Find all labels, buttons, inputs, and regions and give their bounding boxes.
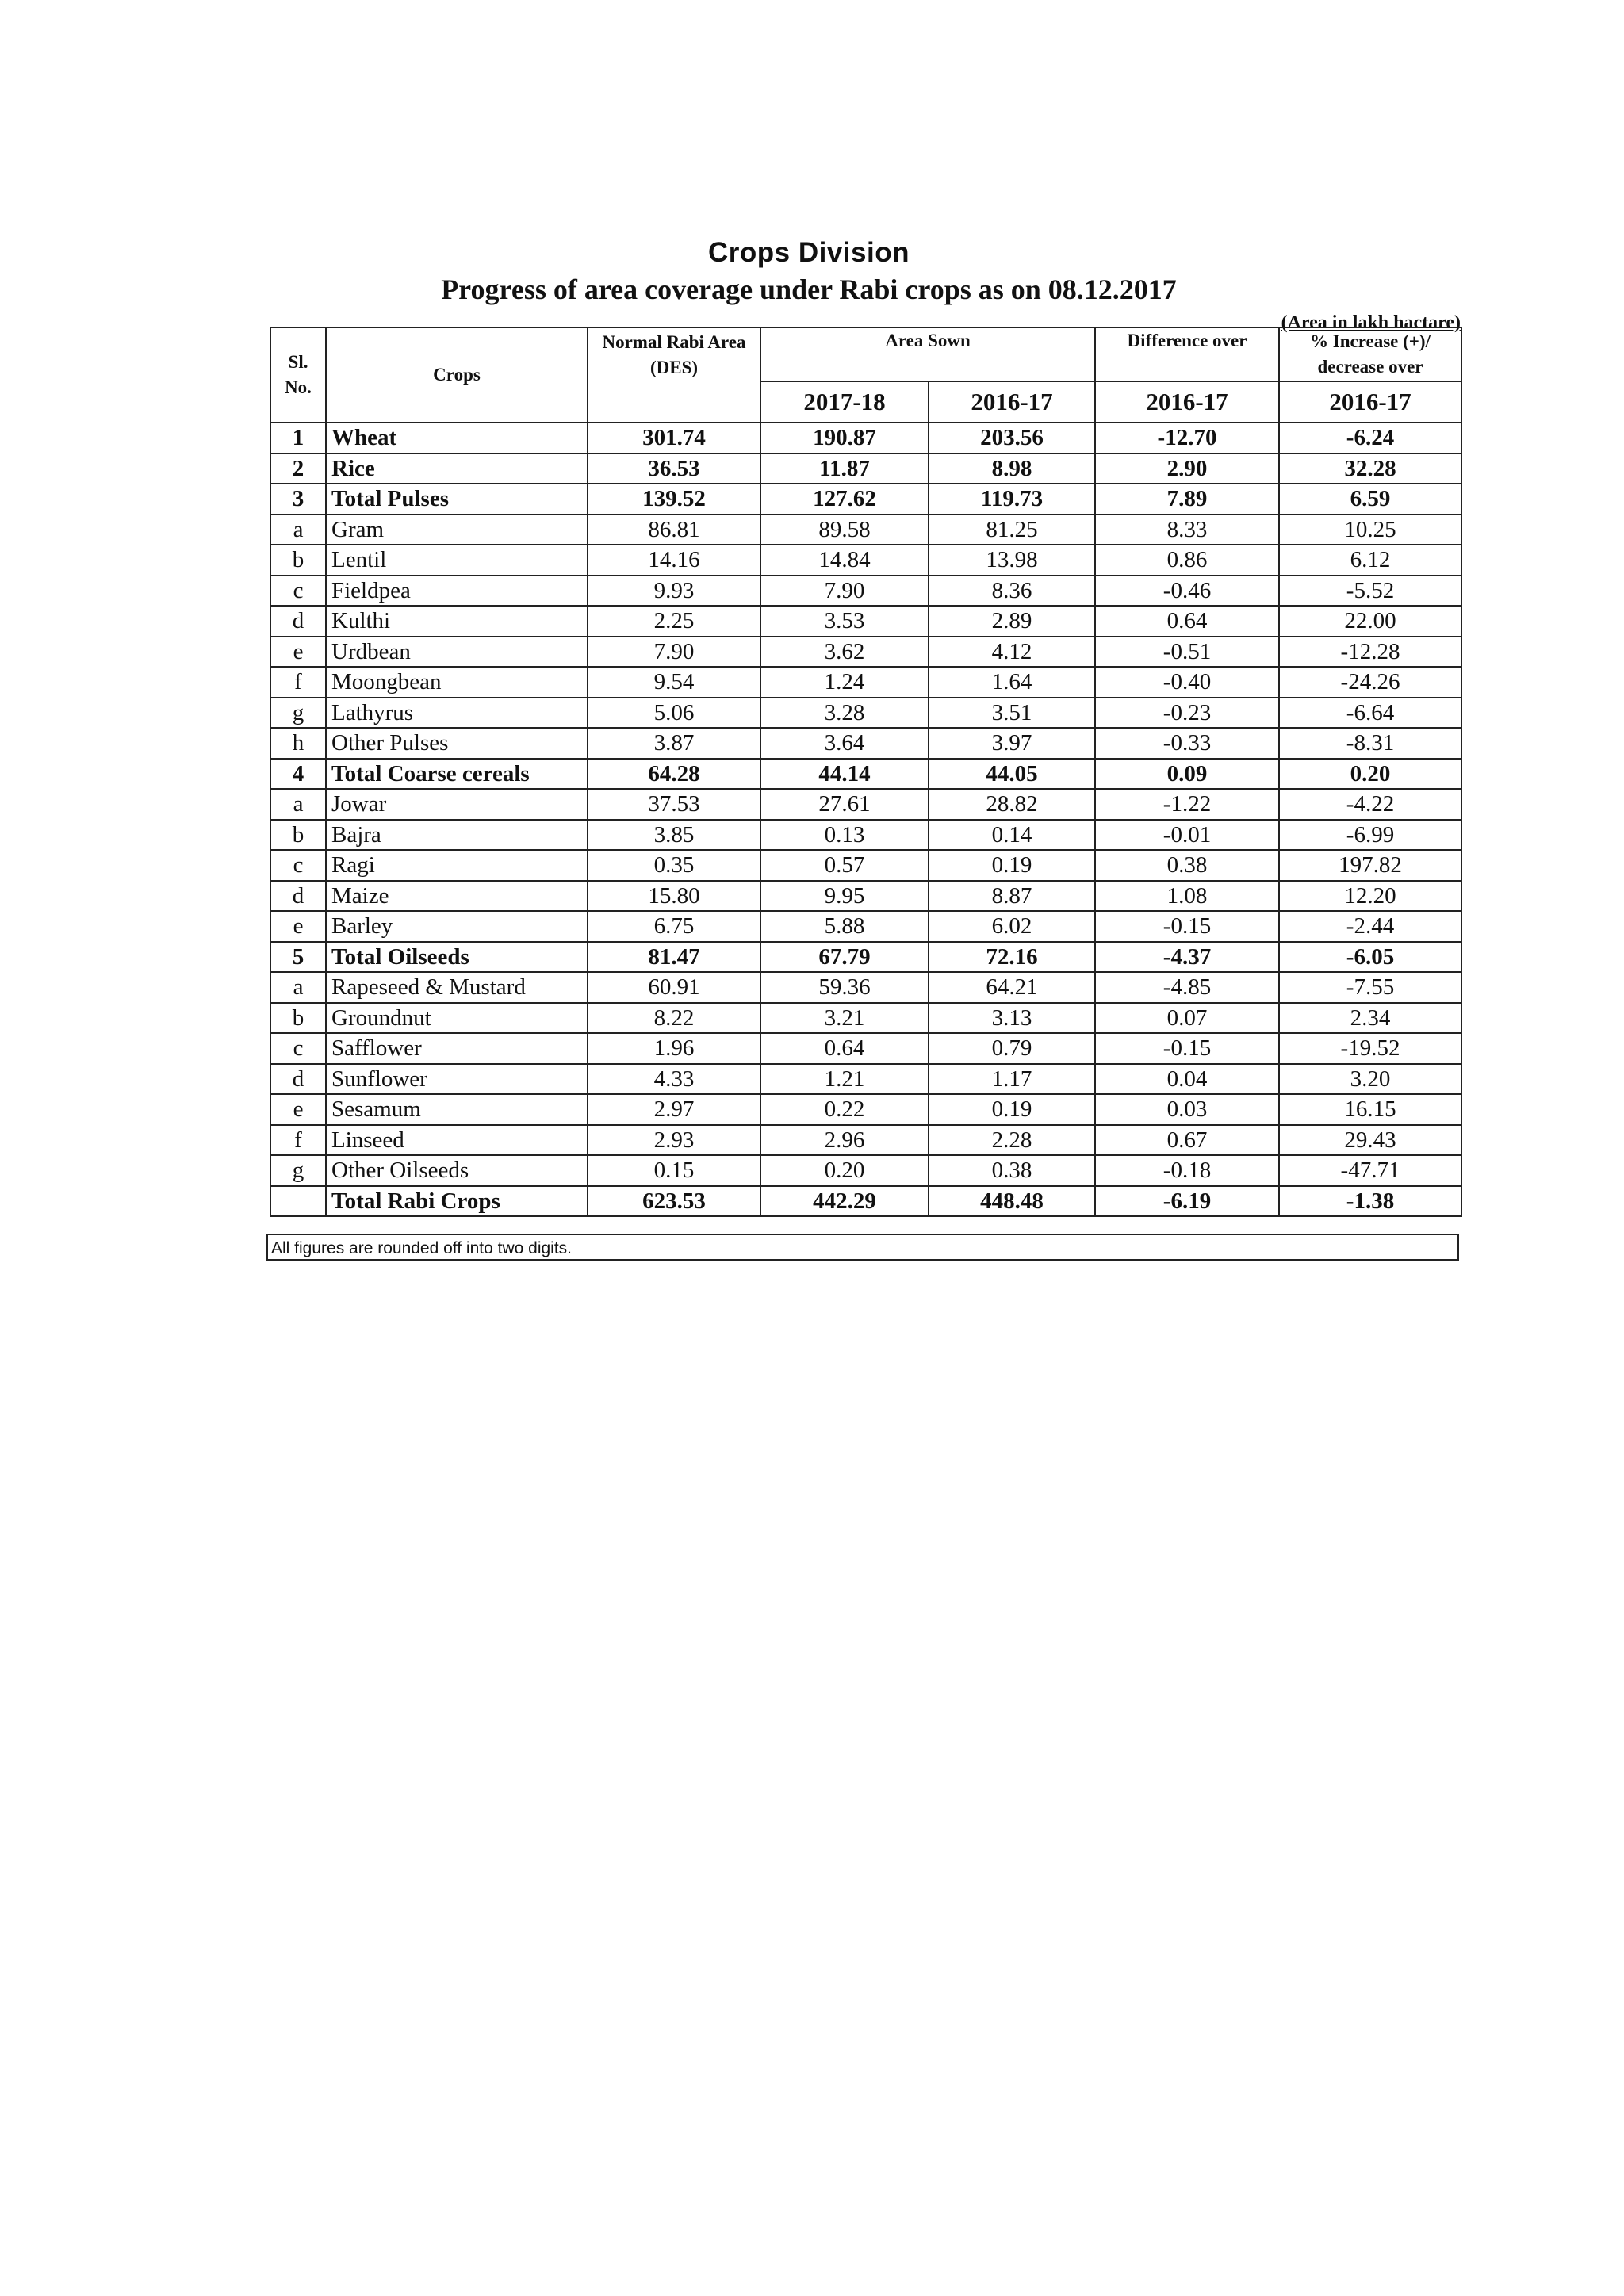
table-row — [270, 1033, 1461, 1064]
normal-area-cell: 36.53 — [588, 453, 760, 484]
header-year-2017-18: 2017-18 — [760, 381, 929, 423]
normal-area-cell: 4.33 — [588, 1064, 760, 1095]
table-row — [270, 1186, 1461, 1217]
area-2017-18-cell: 14.84 — [760, 545, 929, 576]
difference-cell: -0.18 — [1095, 1155, 1279, 1186]
percent-change-cell: -4.22 — [1279, 789, 1461, 820]
area-2017-18-cell: 0.13 — [760, 820, 929, 851]
sl-cell: b — [270, 820, 326, 851]
normal-area-cell: 60.91 — [588, 972, 760, 1003]
crop-name-cell: Total Oilseeds — [326, 942, 588, 973]
header-crops: Crops — [326, 327, 588, 423]
area-2016-17-cell: 8.87 — [929, 881, 1095, 912]
normal-area-cell: 301.74 — [588, 423, 760, 453]
difference-cell: -4.85 — [1095, 972, 1279, 1003]
difference-cell: -4.37 — [1095, 942, 1279, 973]
area-2017-18-cell: 190.87 — [760, 423, 929, 453]
percent-change-cell: 32.28 — [1279, 453, 1461, 484]
sl-cell: d — [270, 881, 326, 912]
crop-name-cell: Maize — [326, 881, 588, 912]
sl-cell: d — [270, 606, 326, 637]
percent-change-cell: 3.20 — [1279, 1064, 1461, 1095]
crop-name-cell: Wheat — [326, 423, 588, 453]
difference-cell: 0.07 — [1095, 1003, 1279, 1034]
table-row — [270, 728, 1461, 759]
area-2016-17-cell: 28.82 — [929, 789, 1095, 820]
difference-cell: -12.70 — [1095, 423, 1279, 453]
crop-name-cell: Ragi — [326, 850, 588, 881]
table-row — [270, 850, 1461, 881]
table-row — [270, 1003, 1461, 1034]
difference-cell: 0.67 — [1095, 1125, 1279, 1156]
area-2016-17-cell: 0.19 — [929, 1094, 1095, 1125]
sl-cell: 4 — [270, 759, 326, 790]
area-2016-17-cell: 0.14 — [929, 820, 1095, 851]
sl-cell: a — [270, 789, 326, 820]
header-difference-over: Difference over — [1095, 327, 1279, 381]
area-2017-18-cell: 3.21 — [760, 1003, 929, 1034]
table-row — [270, 545, 1461, 576]
table-row — [270, 484, 1461, 515]
area-2016-17-cell: 0.38 — [929, 1155, 1095, 1186]
sl-cell: a — [270, 972, 326, 1003]
area-2017-18-cell: 0.64 — [760, 1033, 929, 1064]
area-2016-17-cell: 3.51 — [929, 698, 1095, 729]
sl-cell: f — [270, 667, 326, 698]
crop-name-cell: Barley — [326, 911, 588, 942]
unit-note: (Area in lakh hactare) — [1281, 312, 1461, 333]
table-row — [270, 637, 1461, 668]
area-2016-17-cell: 203.56 — [929, 423, 1095, 453]
area-2016-17-cell: 8.98 — [929, 453, 1095, 484]
table-row — [270, 1064, 1461, 1095]
area-2017-18-cell: 67.79 — [760, 942, 929, 973]
area-2016-17-cell: 13.98 — [929, 545, 1095, 576]
normal-area-cell: 86.81 — [588, 515, 760, 545]
difference-cell: -0.01 — [1095, 820, 1279, 851]
percent-change-cell: -6.64 — [1279, 698, 1461, 729]
percent-change-cell: 29.43 — [1279, 1125, 1461, 1156]
crop-name-cell: Lentil — [326, 545, 588, 576]
area-2016-17-cell: 81.25 — [929, 515, 1095, 545]
difference-cell: 1.08 — [1095, 881, 1279, 912]
difference-cell: 0.03 — [1095, 1094, 1279, 1125]
crop-name-cell: Kulthi — [326, 606, 588, 637]
difference-cell: -0.46 — [1095, 576, 1279, 607]
sl-cell: h — [270, 728, 326, 759]
normal-area-cell: 7.90 — [588, 637, 760, 668]
sl-cell: c — [270, 1033, 326, 1064]
crop-name-cell: Sesamum — [326, 1094, 588, 1125]
difference-cell: -1.22 — [1095, 789, 1279, 820]
area-2017-18-cell: 44.14 — [760, 759, 929, 790]
header-percent-change: % Increase (+)/ decrease over — [1279, 327, 1461, 381]
table-row — [270, 698, 1461, 729]
area-2016-17-cell: 44.05 — [929, 759, 1095, 790]
difference-cell: 0.38 — [1095, 850, 1279, 881]
crop-name-cell: Gram — [326, 515, 588, 545]
area-2017-18-cell: 1.24 — [760, 667, 929, 698]
normal-area-cell: 8.22 — [588, 1003, 760, 1034]
table-row — [270, 515, 1461, 545]
document-subtitle: Progress of area coverage under Rabi crops as on 08.12.2017 — [441, 274, 1177, 305]
sl-cell: d — [270, 1064, 326, 1095]
difference-cell: -0.40 — [1095, 667, 1279, 698]
area-2017-18-cell: 2.96 — [760, 1125, 929, 1156]
difference-cell: 0.86 — [1095, 545, 1279, 576]
normal-area-cell: 2.93 — [588, 1125, 760, 1156]
normal-area-cell: 2.25 — [588, 606, 760, 637]
area-2017-18-cell: 442.29 — [760, 1186, 929, 1217]
crop-name-cell: Bajra — [326, 820, 588, 851]
area-2017-18-cell: 127.62 — [760, 484, 929, 515]
normal-area-cell: 0.35 — [588, 850, 760, 881]
normal-area-cell: 3.87 — [588, 728, 760, 759]
area-2016-17-cell: 0.19 — [929, 850, 1095, 881]
header-normal-area: Normal Rabi Area (DES) — [588, 327, 760, 423]
percent-change-cell: 6.59 — [1279, 484, 1461, 515]
table-row — [270, 911, 1461, 942]
area-2017-18-cell: 0.57 — [760, 850, 929, 881]
crop-name-cell: Linseed — [326, 1125, 588, 1156]
difference-cell: -0.15 — [1095, 1033, 1279, 1064]
sl-cell: g — [270, 1155, 326, 1186]
area-2016-17-cell: 0.79 — [929, 1033, 1095, 1064]
sl-cell: c — [270, 576, 326, 607]
header-year-2016-17-sown: 2016-17 — [929, 381, 1095, 423]
difference-cell: 0.09 — [1095, 759, 1279, 790]
document-header — [270, 236, 1348, 308]
header-area-sown: Area Sown — [760, 327, 1095, 381]
normal-area-cell: 14.16 — [588, 545, 760, 576]
header-year-2016-17-pct: 2016-17 — [1279, 381, 1461, 423]
table-row — [270, 881, 1461, 912]
crop-name-cell: Urdbean — [326, 637, 588, 668]
table-body — [270, 423, 1461, 1216]
percent-change-cell: -1.38 — [1279, 1186, 1461, 1217]
normal-area-cell: 139.52 — [588, 484, 760, 515]
footnote: All figures are rounded off into two digits. — [266, 1234, 1459, 1261]
crop-name-cell: Total Rabi Crops — [326, 1186, 588, 1217]
area-2016-17-cell: 72.16 — [929, 942, 1095, 973]
crop-name-cell: Jowar — [326, 789, 588, 820]
percent-change-cell: 10.25 — [1279, 515, 1461, 545]
sl-cell — [270, 1186, 326, 1217]
normal-area-cell: 0.15 — [588, 1155, 760, 1186]
percent-change-cell: -7.55 — [1279, 972, 1461, 1003]
area-2016-17-cell: 1.17 — [929, 1064, 1095, 1095]
percent-change-cell: -8.31 — [1279, 728, 1461, 759]
sl-cell: b — [270, 545, 326, 576]
percent-change-cell: -47.71 — [1279, 1155, 1461, 1186]
percent-change-cell: 2.34 — [1279, 1003, 1461, 1034]
normal-area-cell: 15.80 — [588, 881, 760, 912]
document-title: Crops Division — [708, 237, 910, 268]
table-row — [270, 789, 1461, 820]
table-row — [270, 1155, 1461, 1186]
crop-name-cell: Total Coarse cereals — [326, 759, 588, 790]
normal-area-cell: 5.06 — [588, 698, 760, 729]
area-2016-17-cell: 2.28 — [929, 1125, 1095, 1156]
table-row — [270, 453, 1461, 484]
normal-area-cell: 2.97 — [588, 1094, 760, 1125]
table-row — [270, 667, 1461, 698]
sl-cell: f — [270, 1125, 326, 1156]
crop-name-cell: Other Pulses — [326, 728, 588, 759]
area-2017-18-cell: 9.95 — [760, 881, 929, 912]
difference-cell: 0.64 — [1095, 606, 1279, 637]
table-row — [270, 972, 1461, 1003]
normal-area-cell: 1.96 — [588, 1033, 760, 1064]
area-2017-18-cell: 3.53 — [760, 606, 929, 637]
area-2017-18-cell: 3.28 — [760, 698, 929, 729]
table-row — [270, 1094, 1461, 1125]
sl-cell: 5 — [270, 942, 326, 973]
table-row — [270, 820, 1461, 851]
crop-name-cell: Other Oilseeds — [326, 1155, 588, 1186]
crop-name-cell: Total Pulses — [326, 484, 588, 515]
area-2016-17-cell: 2.89 — [929, 606, 1095, 637]
percent-change-cell: -24.26 — [1279, 667, 1461, 698]
normal-area-cell: 6.75 — [588, 911, 760, 942]
percent-change-cell: -19.52 — [1279, 1033, 1461, 1064]
percent-change-cell: 0.20 — [1279, 759, 1461, 790]
table-row — [270, 759, 1461, 790]
sl-cell: a — [270, 515, 326, 545]
percent-change-cell: -6.99 — [1279, 820, 1461, 851]
sl-cell: e — [270, 1094, 326, 1125]
area-2016-17-cell: 4.12 — [929, 637, 1095, 668]
sl-cell: 3 — [270, 484, 326, 515]
difference-cell: -0.33 — [1095, 728, 1279, 759]
crop-name-cell: Fieldpea — [326, 576, 588, 607]
normal-area-cell: 9.93 — [588, 576, 760, 607]
difference-cell: 7.89 — [1095, 484, 1279, 515]
table-row — [270, 942, 1461, 973]
normal-area-cell: 64.28 — [588, 759, 760, 790]
header-year-2016-17-diff: 2016-17 — [1095, 381, 1279, 423]
percent-change-cell: -6.05 — [1279, 942, 1461, 973]
percent-change-cell: -6.24 — [1279, 423, 1461, 453]
percent-change-cell: 16.15 — [1279, 1094, 1461, 1125]
crop-name-cell: Rice — [326, 453, 588, 484]
difference-cell: -0.51 — [1095, 637, 1279, 668]
area-2016-17-cell: 1.64 — [929, 667, 1095, 698]
area-2017-18-cell: 0.20 — [760, 1155, 929, 1186]
area-2016-17-cell: 6.02 — [929, 911, 1095, 942]
area-2016-17-cell: 119.73 — [929, 484, 1095, 515]
crop-name-cell: Rapeseed & Mustard — [326, 972, 588, 1003]
normal-area-cell: 3.85 — [588, 820, 760, 851]
area-2017-18-cell: 1.21 — [760, 1064, 929, 1095]
percent-change-cell: 12.20 — [1279, 881, 1461, 912]
area-2017-18-cell: 5.88 — [760, 911, 929, 942]
area-2017-18-cell: 3.64 — [760, 728, 929, 759]
table-row — [270, 423, 1461, 453]
percent-change-cell: 22.00 — [1279, 606, 1461, 637]
difference-cell: 8.33 — [1095, 515, 1279, 545]
rabi-crops-table — [270, 327, 1462, 1217]
normal-area-cell: 9.54 — [588, 667, 760, 698]
crop-name-cell: Moongbean — [326, 667, 588, 698]
area-2016-17-cell: 3.97 — [929, 728, 1095, 759]
area-2017-18-cell: 3.62 — [760, 637, 929, 668]
percent-change-cell: -2.44 — [1279, 911, 1461, 942]
area-2017-18-cell: 27.61 — [760, 789, 929, 820]
area-2016-17-cell: 64.21 — [929, 972, 1095, 1003]
area-2017-18-cell: 7.90 — [760, 576, 929, 607]
table-row — [270, 1125, 1461, 1156]
normal-area-cell: 81.47 — [588, 942, 760, 973]
crop-name-cell: Groundnut — [326, 1003, 588, 1034]
difference-cell: -0.15 — [1095, 911, 1279, 942]
sl-cell: 1 — [270, 423, 326, 453]
header-sl-no: Sl. No. — [270, 327, 326, 423]
percent-change-cell: -12.28 — [1279, 637, 1461, 668]
area-2017-18-cell: 0.22 — [760, 1094, 929, 1125]
area-2017-18-cell: 89.58 — [760, 515, 929, 545]
area-2016-17-cell: 8.36 — [929, 576, 1095, 607]
area-2017-18-cell: 59.36 — [760, 972, 929, 1003]
crop-name-cell: Lathyrus — [326, 698, 588, 729]
sl-cell: g — [270, 698, 326, 729]
difference-cell: 0.04 — [1095, 1064, 1279, 1095]
sl-cell: e — [270, 911, 326, 942]
table-row — [270, 606, 1461, 637]
sl-cell: c — [270, 850, 326, 881]
area-2016-17-cell: 448.48 — [929, 1186, 1095, 1217]
crop-name-cell: Sunflower — [326, 1064, 588, 1095]
difference-cell: -0.23 — [1095, 698, 1279, 729]
percent-change-cell: -5.52 — [1279, 576, 1461, 607]
sl-cell: e — [270, 637, 326, 668]
normal-area-cell: 37.53 — [588, 789, 760, 820]
percent-change-cell: 197.82 — [1279, 850, 1461, 881]
table-row — [270, 576, 1461, 607]
crop-name-cell: Safflower — [326, 1033, 588, 1064]
sl-cell: b — [270, 1003, 326, 1034]
difference-cell: -6.19 — [1095, 1186, 1279, 1217]
area-2016-17-cell: 3.13 — [929, 1003, 1095, 1034]
normal-area-cell: 623.53 — [588, 1186, 760, 1217]
percent-change-cell: 6.12 — [1279, 545, 1461, 576]
sl-cell: 2 — [270, 453, 326, 484]
difference-cell: 2.90 — [1095, 453, 1279, 484]
area-2017-18-cell: 11.87 — [760, 453, 929, 484]
